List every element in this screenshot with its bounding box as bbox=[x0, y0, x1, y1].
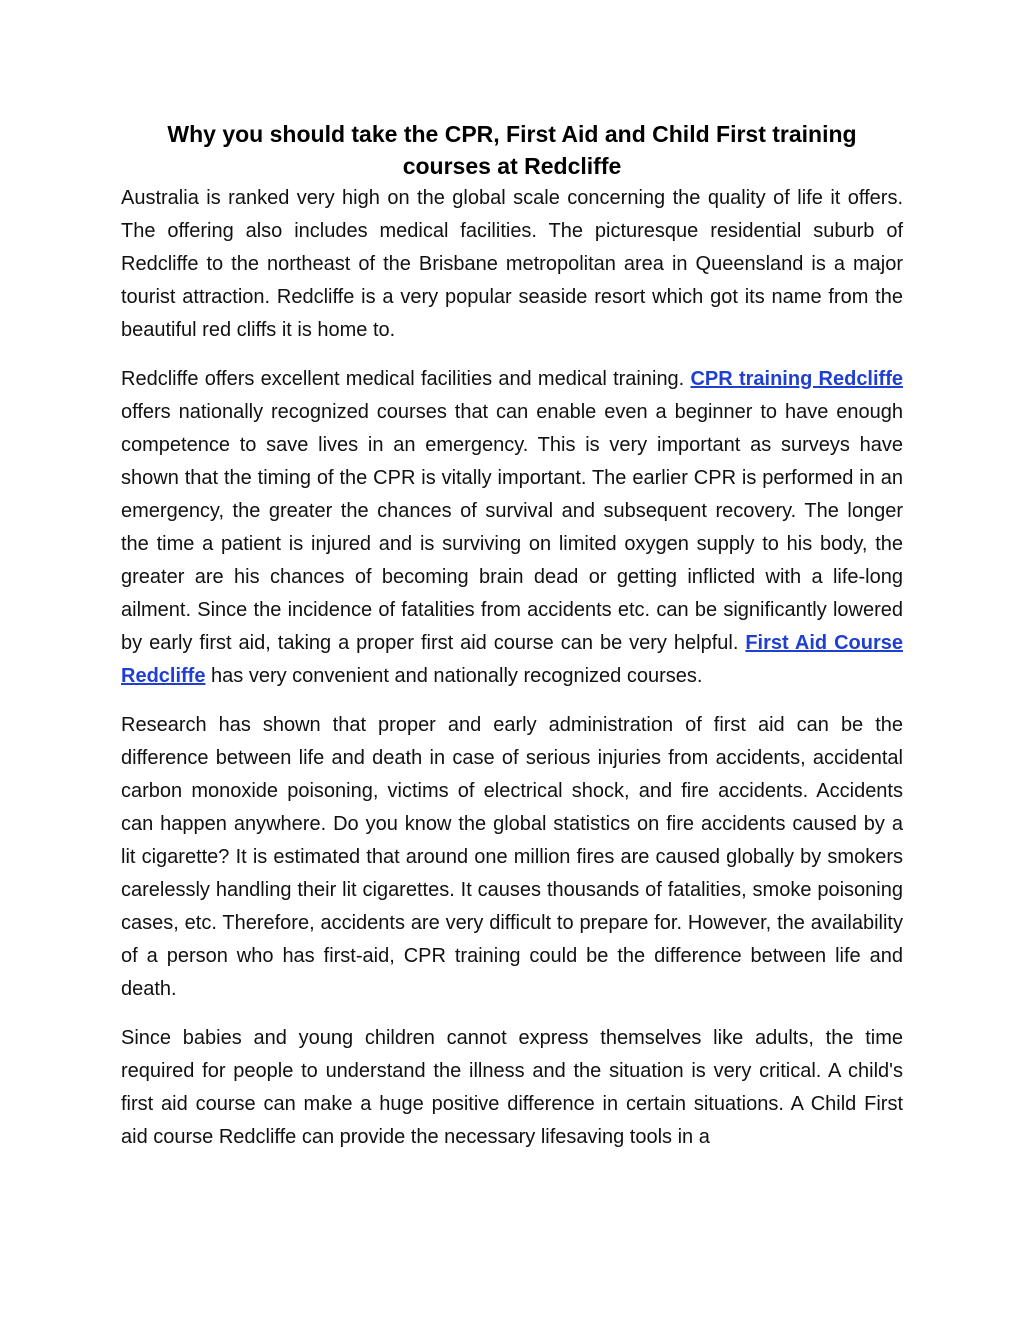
paragraph-cpr-training bbox=[121, 363, 903, 693]
paragraph-australia: Australia is ranked very high on the global scale concerning the quality of life it offers. The offering also includes medical facilities. The picturesque residential suburb of Redcliffe to the northeast of the Brisbane metropolitan area in Queensland is a major tourist attraction. Redcliffe is a very popular seaside resort which got its name from the beautiful red cliffs it is home to. bbox=[121, 187, 903, 341]
paragraph-text: has very convenient and nationally recognized courses. bbox=[205, 665, 703, 687]
cpr-training-redcliffe-link[interactable]: CPR training Redcliffe bbox=[690, 368, 903, 390]
paragraph-research: Research has shown that proper and early administration of first aid can be the difference between life and death in case of serious injuries from accidents, accidental carbon monoxide poisoning, victims of electrical shock, and fire accidents. Accidents can happen anywhere. Do you know the global statistics on fire accidents caused by a lit cigarette? It is estimated that around one million fires are caused globally by smokers carelessly handling their lit cigarettes. It causes thousands of fatalities, smoke poisoning cases, etc. Therefore, accidents are very difficult to prepare for. However, the availability of a person who has first-aid, CPR training could be the difference between life and death. bbox=[121, 714, 903, 1000]
paragraph-text: Redcliffe offers excellent medical facilities and medical training. bbox=[121, 368, 691, 390]
first-aid-course-redcliffe-link[interactable]: First Aid Course Redcliffe bbox=[121, 632, 903, 687]
paragraph-children: Since babies and young children cannot express themselves like adults, the time required for people to understand the illness and the situation is very critical. A child's first aid course can make a huge positive difference in certain situations. A Child First aid course Redcliffe can provide the necessary lifesaving tools in a bbox=[121, 1027, 903, 1148]
paragraph-text: offers nationally recognized courses that can enable even a beginner to have enough competence to save lives in an emergency. This is very important as surveys have shown that the timing of the CPR is vitally important. The earlier CPR is performed in an emergency, the greater the chances of survival and subsequent recovery. The longer the time a patient is injured and is surviving on limited oxygen supply to his body, the greater are his chances of becoming brain dead or getting inflicted with a life-long ailment. Since the incidence of fatalities from accidents etc. can be significantly lowered by early first aid, taking a proper first aid course can be very helpful. bbox=[121, 401, 903, 654]
document-page bbox=[121, 118, 903, 1170]
document-title: Why you should take the CPR, First Aid and Child First training courses at Redcliffe bbox=[167, 121, 857, 179]
